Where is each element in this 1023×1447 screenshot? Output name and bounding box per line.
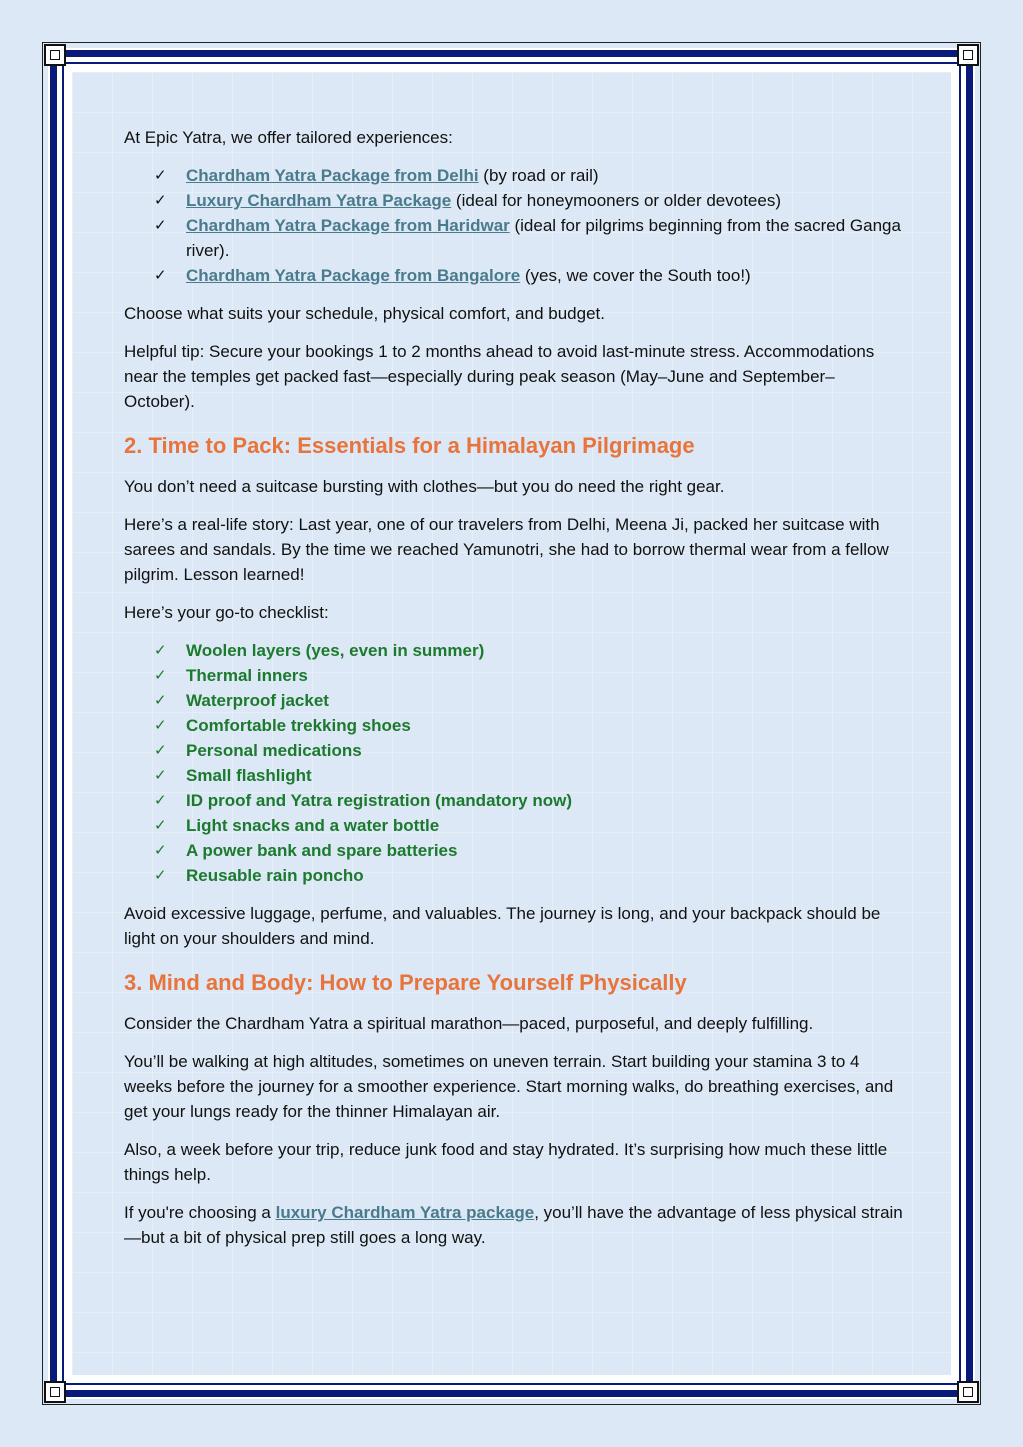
checklist-item-text: Thermal inners bbox=[186, 666, 308, 685]
checkmark-icon: ✓ bbox=[154, 816, 167, 834]
corner-ornament-bottom-left bbox=[44, 1381, 66, 1403]
link-package-delhi[interactable]: Chardham Yatra Package from Delhi bbox=[186, 166, 479, 185]
list-item bbox=[154, 163, 904, 188]
section-2-luggage-advice: Avoid excessive luggage, perfume, and valuables. The journey is long, and your backpack should be light on your shoulders and mind. bbox=[124, 904, 881, 948]
link-package-bangalore[interactable]: Chardham Yatra Package from Bangalore bbox=[186, 266, 521, 285]
section-2-story: Here’s a real-life story: Last year, one of our travelers from Delhi, Meena Ji, packed her suitcase with sarees and sandals. By the time we reached Yamunotri, she had to borrow thermal wear from a fellow pilgrim. Lesson learned! bbox=[124, 515, 889, 584]
list-item bbox=[154, 213, 904, 263]
checklist-item bbox=[154, 738, 904, 763]
checkmark-icon: ✓ bbox=[154, 666, 167, 684]
list-item-text: (by road or rail) bbox=[478, 166, 599, 185]
checklist-item-text: A power bank and spare batteries bbox=[186, 841, 458, 860]
checklist-item-text: ID proof and Yatra registration (mandatory now) bbox=[186, 791, 573, 810]
package-list bbox=[124, 163, 904, 288]
checkmark-icon: ✓ bbox=[154, 766, 167, 784]
link-luxury-package[interactable]: luxury Chardham Yatra package bbox=[275, 1203, 535, 1222]
section-2-paragraph-1: You don’t need a suitcase bursting with clothes—but you do need the right gear. bbox=[124, 477, 725, 496]
checklist-item bbox=[154, 838, 904, 863]
list-item bbox=[154, 263, 904, 288]
corner-ornament-bottom-right bbox=[957, 1381, 979, 1403]
checklist-item-text: Reusable rain poncho bbox=[186, 866, 364, 885]
checklist-item bbox=[154, 813, 904, 838]
checklist-item-text: Comfortable trekking shoes bbox=[186, 716, 411, 735]
section-3-paragraph-3: Also, a week before your trip, reduce junk food and stay hydrated. It’s surprising how much these little things help. bbox=[124, 1140, 888, 1184]
packing-checklist bbox=[124, 638, 904, 888]
paragraph-text: , you’ll have the advantage of less physical strain—but a bit of physical prep still goes a long way. bbox=[124, 1203, 903, 1247]
link-package-haridwar[interactable]: Chardham Yatra Package from Haridwar bbox=[186, 216, 510, 235]
page-content bbox=[72, 72, 951, 1375]
checkmark-icon: ✓ bbox=[154, 841, 167, 859]
checkmark-icon: ✓ bbox=[154, 691, 167, 709]
checkmark-icon: ✓ bbox=[154, 791, 167, 809]
link-package-luxury[interactable]: Luxury Chardham Yatra Package bbox=[186, 191, 452, 210]
checklist-item bbox=[154, 788, 904, 813]
checklist-item bbox=[154, 763, 904, 788]
corner-ornament-top-right bbox=[957, 44, 979, 66]
tip-paragraph: Helpful tip: Secure your bookings 1 to 2 months ahead to avoid last-minute stress. Accommodations near the temples get packed fast—especially during peak season (May–June and September–October). bbox=[124, 342, 875, 411]
checkmark-icon: ✓ bbox=[154, 191, 167, 209]
section-2-checklist-intro: Here’s your go-to checklist: bbox=[124, 603, 329, 622]
checklist-item bbox=[154, 663, 904, 688]
choose-paragraph: Choose what suits your schedule, physical comfort, and budget. bbox=[124, 304, 605, 323]
list-item bbox=[154, 188, 904, 213]
section-3-paragraph-1: Consider the Chardham Yatra a spiritual marathon—paced, purposeful, and deeply fulfilling. bbox=[124, 1014, 814, 1033]
section-3-heading: 3. Mind and Body: How to Prepare Yourself Physically bbox=[124, 970, 687, 995]
intro-paragraph: At Epic Yatra, we offer tailored experiences: bbox=[124, 128, 453, 147]
article-body bbox=[124, 125, 904, 1263]
checkmark-icon: ✓ bbox=[154, 741, 167, 759]
checkmark-icon: ✓ bbox=[154, 216, 167, 234]
checklist-item bbox=[154, 638, 904, 663]
checklist-item bbox=[154, 713, 904, 738]
section-2-heading: 2. Time to Pack: Essentials for a Himalayan Pilgrimage bbox=[124, 433, 695, 458]
paragraph-text: If you're choosing a bbox=[124, 1203, 276, 1222]
checklist-item-text: Waterproof jacket bbox=[186, 691, 329, 710]
list-item-text: (ideal for honeymooners or older devotees) bbox=[451, 191, 781, 210]
checkmark-icon: ✓ bbox=[154, 866, 167, 884]
checkmark-icon: ✓ bbox=[154, 716, 167, 734]
list-item-text: (yes, we cover the South too!) bbox=[520, 266, 751, 285]
corner-ornament-top-left bbox=[44, 44, 66, 66]
checklist-item bbox=[154, 863, 904, 888]
section-3-paragraph-4 bbox=[124, 1200, 904, 1250]
checklist-item bbox=[154, 688, 904, 713]
checkmark-icon: ✓ bbox=[154, 166, 167, 184]
checkmark-icon: ✓ bbox=[154, 266, 167, 284]
checkmark-icon: ✓ bbox=[154, 641, 167, 659]
checklist-item-text: Light snacks and a water bottle bbox=[186, 816, 440, 835]
checklist-item-text: Small flashlight bbox=[186, 766, 312, 785]
checklist-item-text: Woolen layers (yes, even in summer) bbox=[186, 641, 485, 660]
section-3-paragraph-2: You’ll be walking at high altitudes, sometimes on uneven terrain. Start building your stamina 3 to 4 weeks before the journey for a smoother experience. Start morning walks, do breathing exercises, and get your lungs ready for the thinner Himalayan air. bbox=[124, 1052, 894, 1121]
list-item-text: (ideal for pilgrims beginning from the sacred Ganga river). bbox=[186, 216, 901, 260]
checklist-item-text: Personal medications bbox=[186, 741, 362, 760]
